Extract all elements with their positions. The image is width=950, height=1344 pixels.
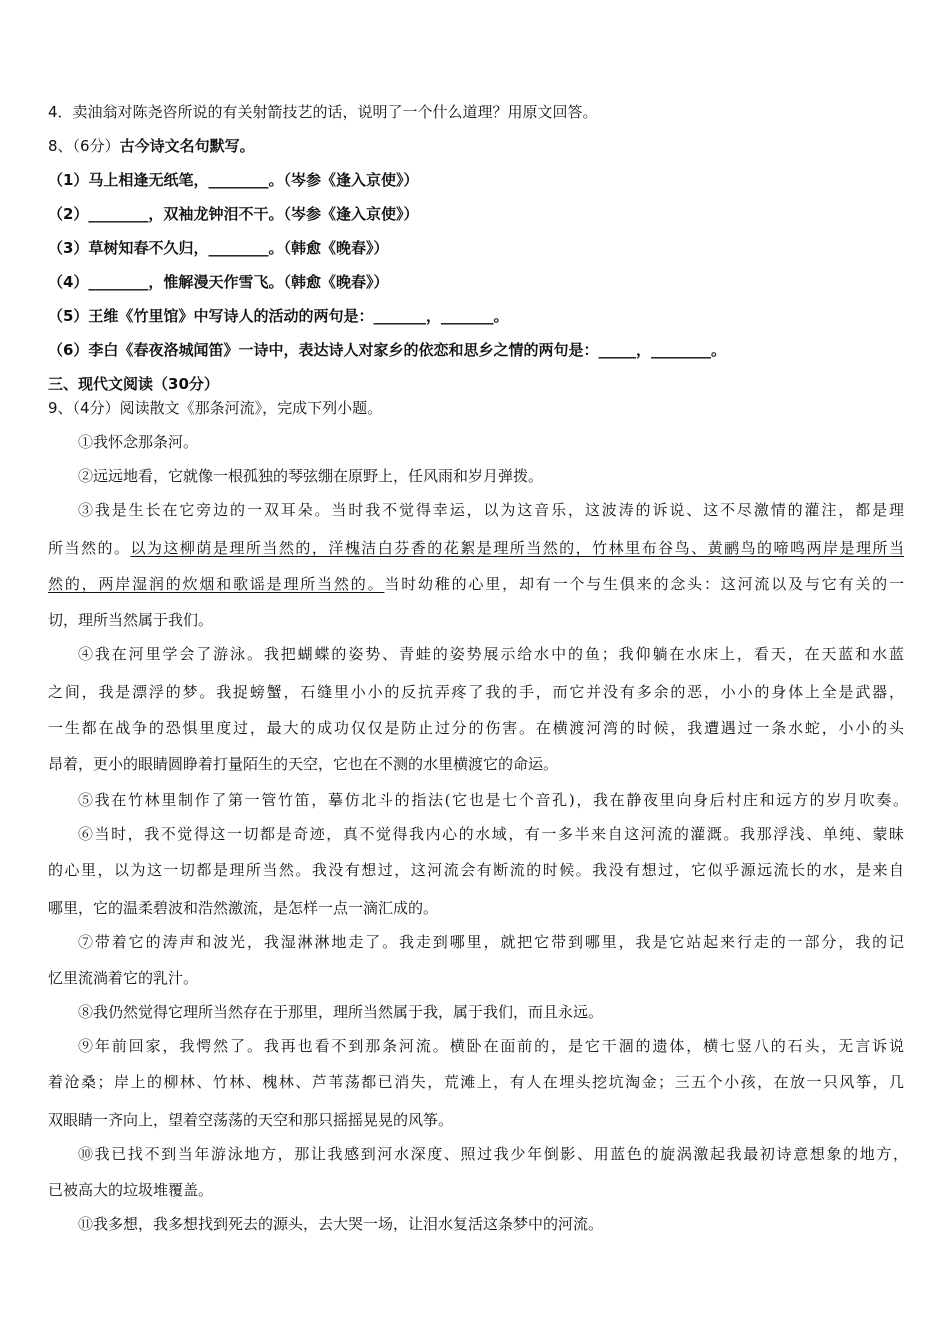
p3-underlined-text: 以为这柳荫是理所当然的，洋槐洁白芬香的花絮是理所当然的，竹林里布谷鸟、黄鹂鸟的啼鸣两岸是理所当	[130, 539, 904, 557]
passage-p2: ②远远地看，它就像一根孤独的琴弦绷在原野上，任风雨和岁月弹拨。	[78, 467, 544, 485]
passage-p8: ⑧我仍然觉得它理所当然存在于那里，理所当然属于我，属于我们，而且永远。	[78, 1003, 604, 1021]
q4-text: 4．卖油翁对陈尧咨所说的有关射箭技艺的话，说明了一个什么道理？用原文回答。	[48, 103, 598, 121]
passage-p9-line-1: ⑨年前回家，我愕然了。我再也看不到那条河流。横卧在面前的，是它干涸的遗体，横七竖八的石头，无言诉说	[78, 1037, 904, 1055]
passage-p9-line-2: 着沧桑；岸上的柳林、竹林、槐林、芦苇荡都已消失，荒滩上，有人在埋头挖坑淘金；三五个小孩，在放一只风筝，几	[48, 1073, 904, 1091]
passage-p4-line-2: 之间，我是漂浮的梦。我捉螃蟹，石缝里小小的反抗弄疼了我的手，而它并没有多余的恶，小小的身体上全是武器，	[48, 683, 904, 701]
passage-p3-line-1: ③我是生长在它旁边的一双耳朵。当时我不觉得幸运，以为这音乐，这波涛的诉说、这不尽激情的灌注，都是理	[78, 501, 904, 519]
passage-p11: ⑪我多想，我多想找到死去的源头，去大哭一场，让泪水复活这条梦中的河流。	[78, 1215, 604, 1233]
passage-p3-line-3	[48, 574, 904, 594]
q9-intro: 9、（4分）阅读散文《那条河流》，完成下列小题。	[48, 399, 383, 417]
q8-prefix: 8、（6分）	[48, 137, 120, 155]
q8-item-6: （6）李白《春夜洛城闻笛》一诗中，表达诗人对家乡的依恋和思乡之情的两句是：_____，________。	[48, 341, 726, 359]
passage-p4-line-4: 昂着，更小的眼睛圆睁着打量陌生的天空，它也在不测的水里横渡它的命运。	[48, 755, 559, 773]
q8-heading	[48, 136, 255, 156]
passage-p9-line-3: 双眼睛一齐向上，望着空荡荡的天空和那只摇摇晃晃的风筝。	[48, 1111, 454, 1129]
passage-p5: ⑤我在竹林里制作了第一管竹笛，摹仿北斗的指法(它也是七个音孔)，我在静夜里向身后村庄和远方的岁月吹奏。	[78, 791, 908, 809]
p3-plain-text: 所当然的。	[48, 539, 131, 557]
q8-item-2: （2）________，双袖龙钟泪不干。（岑参《逢入京使》）	[48, 205, 419, 223]
p3-underlined-text-cont: 然的，两岸湿润的炊烟和歌谣是理所当然的。	[48, 575, 385, 593]
section-3-heading: 三、现代文阅读（30分）	[48, 375, 219, 393]
passage-p3-line-2	[48, 538, 904, 558]
q8-item-1: （1）马上相逢无纸笔，________。（岑参《逢入京使》）	[48, 171, 419, 189]
p3-plain-text-cont: 当时幼稚的心里，却有一个与生俱来的念头：这河流以及与它有关的一	[384, 575, 904, 593]
passage-p7-line-1: ⑦带着它的涛声和波光，我湿淋淋地走了。我走到哪里，就把它带到哪里，我是它站起来行走的一部分，我的记	[78, 933, 904, 951]
passage-p6-line-3: 哪里，它的温柔碧波和浩然激流，是怎样一点一滴汇成的。	[48, 899, 439, 917]
passage-p6-line-2: 的心里，以为这一切都是理所当然。我没有想过，这河流会有断流的时候。我没有想过，它似乎源远流长的水，是来自	[48, 861, 904, 879]
q8-item-3: （3）草树知春不久归，________。（韩愈《晚春》）	[48, 239, 389, 257]
passage-p7-line-2: 忆里流淌着它的乳汁。	[48, 969, 199, 987]
passage-p6-line-1: ⑥当时，我不觉得这一切都是奇迹，真不觉得我内心的水域，有一多半来自这河流的灌溉。我那浮浅、单纯、蒙昧	[78, 825, 904, 843]
q8-title: 古今诗文名句默写。	[119, 137, 255, 155]
q8-item-5: （5）王维《竹里馆》中写诗人的活动的两句是：_______，_______。	[48, 307, 509, 325]
passage-p1: ①我怀念那条河。	[78, 433, 199, 451]
passage-p3-line-4: 切，理所当然属于我们。	[48, 611, 214, 629]
passage-p10-line-1: ⑩我已找不到当年游泳地方，那让我感到河水深度、照过我少年倒影、用蓝色的旋涡激起我最初诗意想象的地方，	[78, 1145, 908, 1163]
passage-p10-line-2: 已被高大的垃圾堆覆盖。	[48, 1181, 214, 1199]
passage-p4-line-3: 一生都在战争的恐惧里度过，最大的成功仅仅是防止过分的伤害。在横渡河湾的时候，我遭遇过一条水蛇，小小的头	[48, 719, 904, 737]
q8-item-4: （4）________，惟解漫天作雪飞。（韩愈《晚春》）	[48, 273, 389, 291]
passage-p4-line-1: ④我在河里学会了游泳。我把蝴蝶的姿势、青蛙的姿势展示给水中的鱼；我仰躺在水床上，看天，在天蓝和水蓝	[78, 645, 904, 663]
